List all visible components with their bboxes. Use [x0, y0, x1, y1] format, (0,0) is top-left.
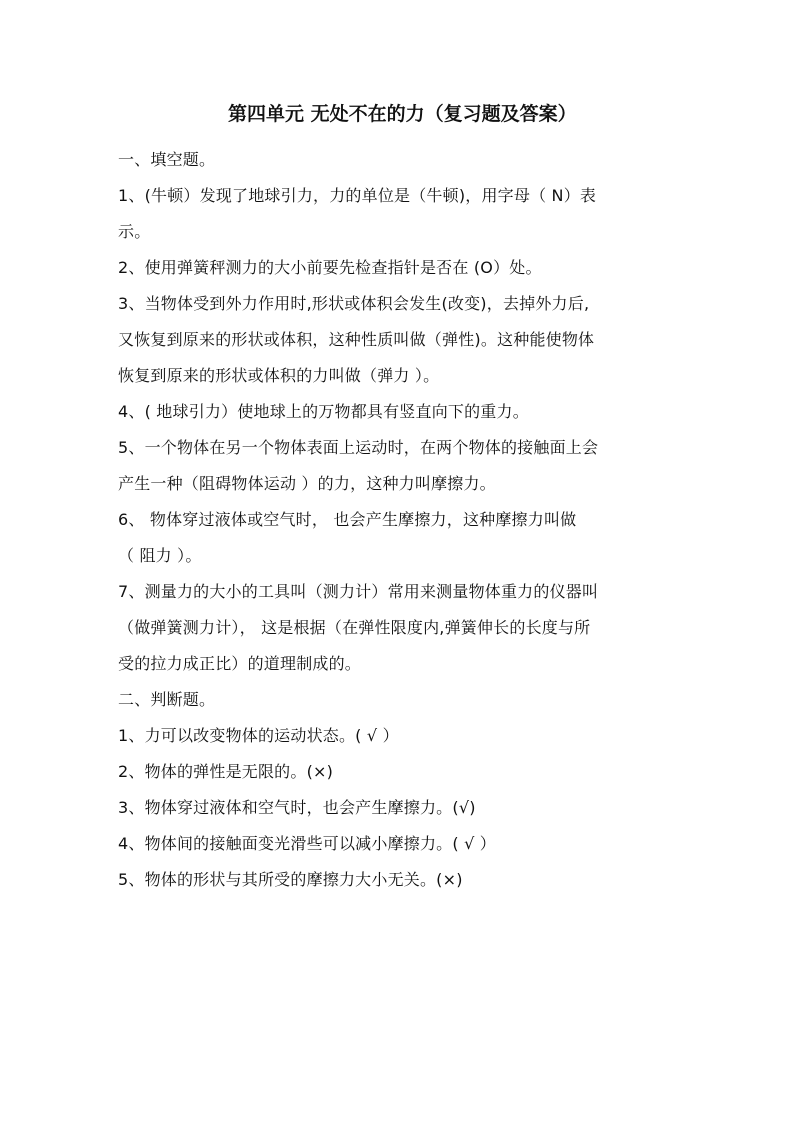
question-line: 4、( 地球引力）使地球上的万物都具有竖直向下的重力。 [118, 402, 529, 421]
document-page [118, 100, 678, 898]
question-line: （ 阻力 ）。 [118, 546, 202, 565]
question-line: 1、(牛顿）发现了地球引力，力的单位是（牛顿)，用字母（ N）表 [118, 186, 597, 205]
question-line: （做弹簧测力计）， 这是根据（在弹性限度内,弹簧伸长的长度与所 [118, 618, 591, 637]
question-line: 示。 [118, 222, 151, 241]
section-heading-true-false: 二、判断题。 [118, 690, 216, 709]
question-line: 又恢复到原来的形状或体积，这种性质叫做（弹性)。这种能使物体 [118, 330, 595, 349]
question-line: 6、 物体穿过液体或空气时， 也会产生摩擦力，这种摩擦力叫做 [118, 510, 577, 529]
question-line: 3、当物体受到外力作用时,形状或体积会发生(改变)，去掉外力后, [118, 294, 590, 313]
question-line: 受的拉力成正比）的道理制成的。 [118, 654, 362, 673]
question-line: 7、测量力的大小的工具叫（测力计）常用来测量物体重力的仪器叫 [118, 582, 599, 601]
question-line: 5、物体的形状与其所受的摩擦力大小无关。(×) [118, 870, 463, 889]
question-line: 4、物体间的接触面变光滑些可以减小摩擦力。( √ ） [118, 834, 496, 853]
question-line: 3、物体穿过液体和空气时，也会产生摩擦力。(√) [118, 798, 476, 817]
section-heading-fill-in: 一、填空题。 [118, 150, 216, 169]
question-line: 2、使用弹簧秤测力的大小前要先检查指针是否在 (O）处。 [118, 258, 542, 277]
question-line: 产生一种（阻碍物体运动 ）的力，这种力叫摩擦力。 [118, 474, 496, 493]
document-title: 第四单元 无处不在的力（复习题及答案） [228, 103, 577, 125]
question-line: 1、力可以改变物体的运动状态。( √ ） [118, 726, 399, 745]
question-line: 5、一个物体在另一个物体表面上运动时，在两个物体的接触面上会 [118, 438, 599, 457]
question-line: 2、物体的弹性是无限的。(×) [118, 762, 334, 781]
question-line: 恢复到原来的形状或体积的力叫做（弹力 ）。 [118, 366, 440, 385]
